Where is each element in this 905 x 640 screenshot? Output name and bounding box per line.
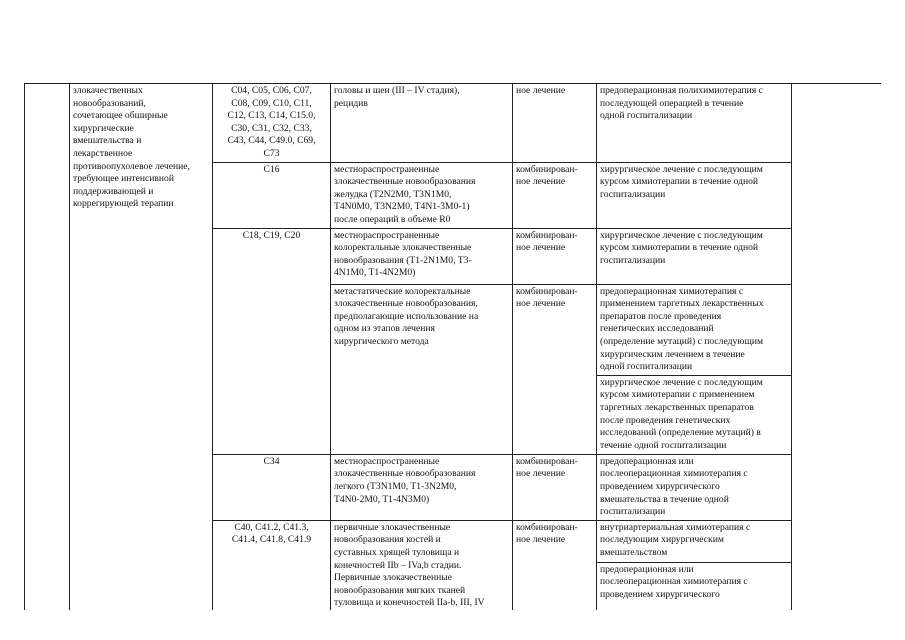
disease-cell: метастатические колоректальные злокачественные новообразования, предполагающие использование на одном из этапов лечения хирургического метода bbox=[331, 284, 513, 454]
number-cell bbox=[25, 84, 70, 611]
treatment-type-cell: комбинирован- ное лечение bbox=[513, 284, 597, 454]
treatment-type-cell: ное лечение bbox=[513, 84, 597, 163]
disease-cell: головы и шеи (III – IV стадия), рецидив bbox=[331, 84, 513, 163]
method-cell: предоперационная или послеоперационная химиотерапия с проведением хирургического bbox=[597, 562, 792, 610]
group-description-cell: злокачественных новообразований, сочетающее обширные хирургические вмешательства и лекарственное противоопухолевое лечение, требующее интенсивной поддерживающей и коррегирующей терапии bbox=[70, 84, 213, 611]
method-cell: предоперационная или послеоперационная химиотерапия с проведением хирургического вмешательства в течение одной госпитализации bbox=[597, 454, 792, 520]
codes-cell: C34 bbox=[213, 454, 331, 520]
disease-cell: местнораспространенные злокачественные новообразования легкого (T3N1M0, T1-3N2M0, T4N0-2M0, T1-4N3M0) bbox=[331, 454, 513, 520]
disease-cell: первичные злокачественные новообразования костей и суставных хрящей туловища и конечностей IIb – IVa,b стадии. Первичные злокачественные новообразования мягких тканей туловища и конечностей IIa-b, III, IV bbox=[331, 520, 513, 610]
method-cell: внутриартериальная химиотерапия с последующим хирургическим вмешательством bbox=[597, 520, 792, 562]
treatment-type-cell: комбинирован- ное лечение bbox=[513, 162, 597, 228]
codes-cell: C04, C05, C06, C07, C08, C09, C10, C11, C12, C13, C14, C15.0, C30, C31, C32, C33, C43, C44, C49.0, C69, C73 bbox=[213, 84, 331, 163]
table-row bbox=[25, 84, 882, 163]
disease-cell: местнораспространенные злокачественные новообразования желудка (T2N2M0, T3N1M0, T4N0M0, T3N2M0, T4N1-3M0-1) после операций в объеме R0 bbox=[331, 162, 513, 228]
method-cell: предоперационная полихимиотерапия с последующей операцией в течение одной госпитализации bbox=[597, 84, 792, 163]
treatment-type-cell: комбинирован- ное лечение bbox=[513, 228, 597, 284]
method-cell: хирургическое лечение с последующим курсом химиотерапии в течение одной госпитализации bbox=[597, 228, 792, 284]
codes-cell: C16 bbox=[213, 162, 331, 228]
treatment-type-cell: комбинирован- ное лечение bbox=[513, 454, 597, 520]
method-cell: хирургическое лечение с последующим курсом химиотерапии с применением таргетных лекарственных препаратов после проведения генетических исследований (определение мутаций) в течение одной госпитализации bbox=[597, 375, 792, 454]
norm-cell bbox=[792, 84, 882, 611]
treatment-type-cell: комбинирован- ное лечение bbox=[513, 520, 597, 610]
disease-cell: местнораспространенные колоректальные злокачественные новообразования (T1-2N1M0, T3- 4N1M0, T1-4N2M0) bbox=[331, 228, 513, 284]
codes-cell: C40, C41.2, C41.3, C41.4, C41.8, C41.9 bbox=[213, 520, 331, 610]
document-page bbox=[24, 83, 881, 610]
codes-cell: C18, C19, C20 bbox=[213, 228, 331, 454]
method-cell: предоперационная химиотерапия с применением таргетных лекарственных препаратов после проведения генетических исследований (определение мутаций) с последующим хирургическим лечением в течение одной госпитализации bbox=[597, 284, 792, 375]
medical-care-table bbox=[24, 83, 881, 610]
method-cell: хирургическое лечение с последующим курсом химиотерапии в течение одной госпитализации bbox=[597, 162, 792, 228]
